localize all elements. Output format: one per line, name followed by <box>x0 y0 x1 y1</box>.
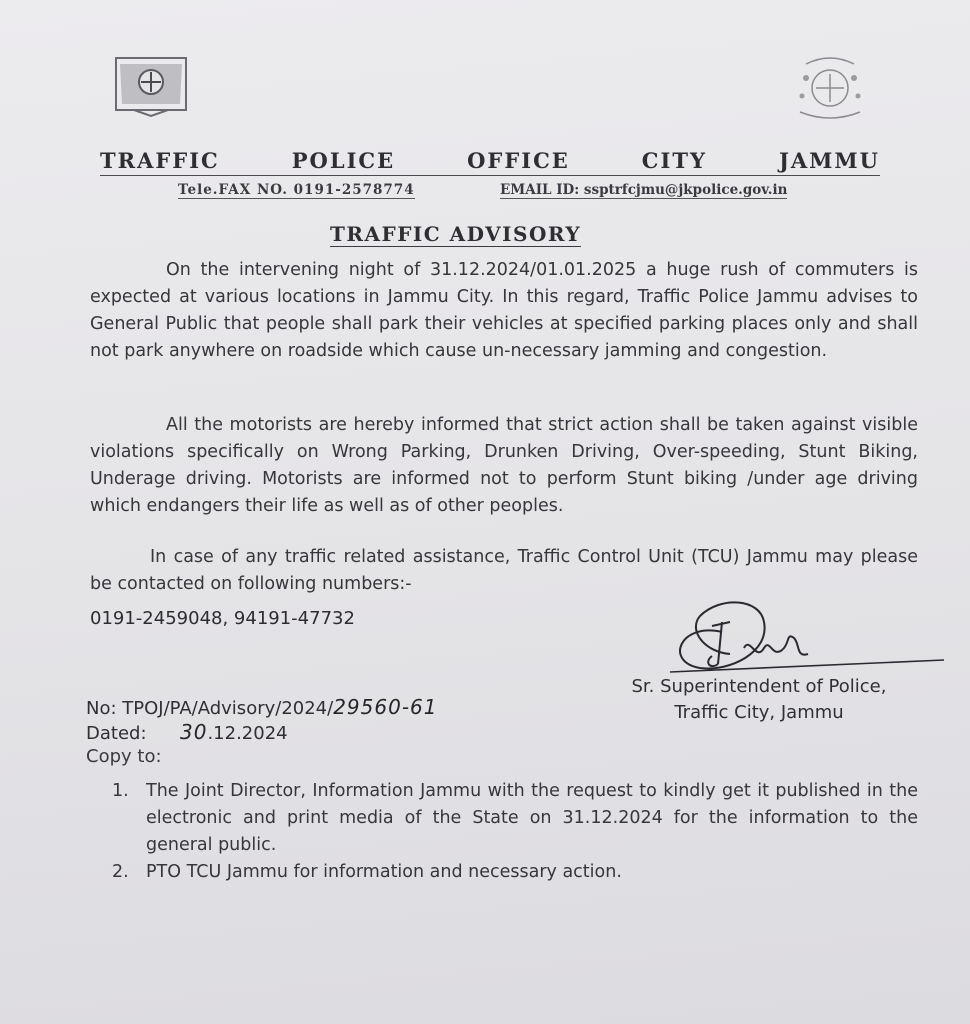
dated-line <box>86 720 288 744</box>
contact-phone-numbers: 0191-2459048, 94191-47732 <box>90 608 355 629</box>
copy-to-list <box>112 778 918 886</box>
reference-number <box>86 695 438 719</box>
signatory-line-2: Traffic City, Jammu <box>674 702 844 723</box>
list-item-number: 1. <box>112 781 129 801</box>
office-name-header <box>100 148 880 176</box>
copy-to-label: Copy to: <box>86 746 162 767</box>
signatory-line-1: Sr. Superintendent of Police, <box>631 676 887 697</box>
header-word: CITY <box>641 148 707 173</box>
advisory-title: TRAFFIC ADVISORY <box>330 222 582 246</box>
header-word: OFFICE <box>467 148 570 173</box>
handwritten-date-day: 30 <box>179 720 208 744</box>
advisory-paragraph-1: On the intervening night of 31.12.2024/01.01.2025 a huge rush of commuters is expected at various locations in Jammu City. In this regard, Traffic Police Jammu advises to General Public that people shall park their vehicles at specified parking places only and shall not park anywhere on roadside which cause un-necessary jamming and congestion. <box>90 260 918 361</box>
list-item-text: The Joint Director, Information Jammu with the request to kindly get it published in the electronic and print media of the State on 31.12.2024 for the information to the general public. <box>146 781 918 855</box>
list-item <box>112 859 918 886</box>
jk-emblem-right-icon <box>786 52 874 124</box>
police-emblem-left-icon <box>112 54 190 118</box>
list-item <box>112 778 918 859</box>
dated-rest: .12.2024 <box>207 723 288 744</box>
advisory-paragraph-3: In case of any traffic related assistance, Traffic Control Unit (TCU) Jammu may please be contacted on following numbers:- <box>90 547 918 594</box>
dated-label: Dated: <box>86 723 147 744</box>
list-item-text: PTO TCU Jammu for information and necessary action. <box>146 862 622 882</box>
advisory-paragraph-2: All the motorists are hereby informed that strict action shall be taken against visible violations specifically on Wrong Parking, Drunken Driving, Over-speeding, Stunt Biking, Underage driving. Motorists are informed not to perform Stunt biking /under age driving which endangers their life as well as of other peoples. <box>90 415 918 516</box>
signatory-designation <box>614 674 904 726</box>
header-word: TRAFFIC <box>100 148 220 173</box>
handwritten-reference-number: 29560-61 <box>333 695 438 719</box>
list-item-number: 2. <box>112 862 129 882</box>
header-word: POLICE <box>291 148 396 173</box>
tele-fax-number: Tele.FAX NO. 0191-2578774 <box>178 182 415 198</box>
reference-prefix: No: TPOJ/PA/Advisory/2024/ <box>86 698 334 719</box>
email-id: EMAIL ID: ssptrfcjmu@jkpolice.gov.in <box>500 182 788 198</box>
header-word: JAMMU <box>778 148 880 173</box>
handwritten-signature <box>660 592 950 676</box>
